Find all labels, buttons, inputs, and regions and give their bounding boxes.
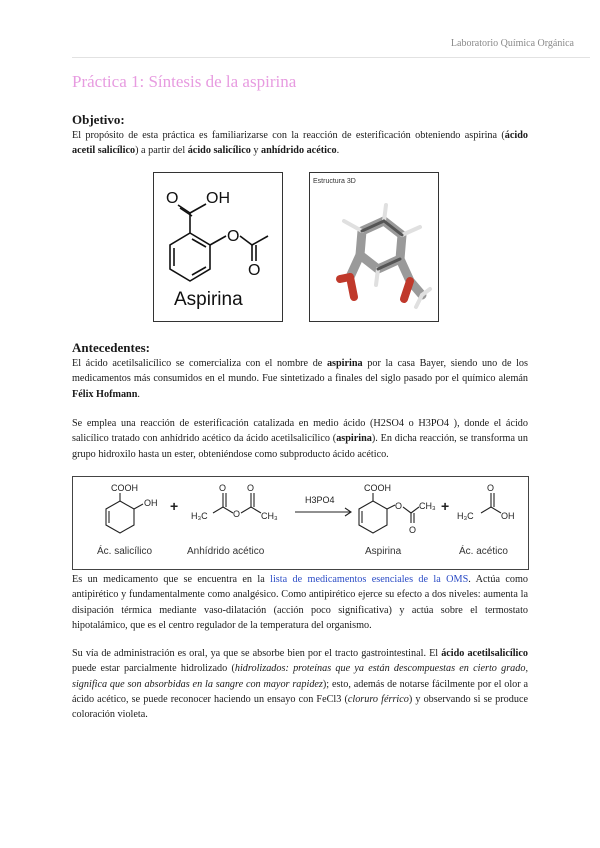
aspirin-label: Aspirina [174,289,243,310]
aspirin-2d-structure [154,173,282,321]
reactant-2-label: Anhídrido acético [187,546,265,557]
svg-text:O: O [219,483,227,493]
catalyst-label: H3PO4 [305,495,335,505]
svg-text:O: O [248,262,261,279]
plus-sign-2: + [441,498,450,514]
objetivo-paragraph: El propósito de esta práctica es familiarizarse con la reacción de esterificación obteniendo aspirina (ácido acetil salicílico) a partir del ácido salicílico y anhídrido acético. [72,130,528,157]
antecedentes-paragraph-1: El ácido acetilsalicílico se comercializa con el nombre de aspirina por la casa Bayer, siendo uno de los medicamentos más consumidos en el mundo. Fue sintetizado a finales del siglo pasado por el químico alemán Félix Hofmann. [72,358,528,400]
svg-text:OH: OH [206,190,230,207]
aspirin-3d-model [310,173,438,321]
page-title: Práctica 1: Síntesis de la aspirina [72,72,297,91]
svg-text:O: O [227,228,240,245]
svg-text:O: O [166,190,179,207]
header-divider [72,57,590,58]
svg-text:COOH: COOH [111,483,138,493]
aspirin-2d-figure [153,172,283,322]
oms-link[interactable]: lista de medicamentos esenciales de la OMS [270,574,469,585]
svg-text:O: O [409,525,417,535]
svg-text:H₃C: H₃C [457,511,474,521]
paragraph-4: Su vía de administración es oral, ya que se absorbe bien por el tracto gastrointestinal. El ácido acetilsalicílico puede estar parcialmente hidrolizado (hidrolizados: proteínas que ya están descompuestas en cierto grado, significa que son absorbidas en la sangre con mayor rapidez); esto, además de notarse fácilmente por el olor a ácido acético, se puede reconocer haciendo un ensayo con FeCl3 (cloruro férrico) y observando si se produce coloración violeta. [72,648,528,721]
figure-3d-caption: Estructura 3D [313,178,356,185]
objetivo-heading: Objetivo: [72,112,125,127]
svg-text:O: O [395,501,403,511]
svg-text:O: O [247,483,255,493]
running-header: Laboratorio Química Orgánica [450,38,574,49]
product-1-label: Aspirina [365,546,402,557]
aspirin-3d-figure [309,172,439,322]
svg-text:CH₃: CH₃ [419,501,436,511]
antecedentes-paragraph-2: Se emplea una reacción de esterificación catalizada en medio ácido (H2SO4 o H3PO4 ), donde el ácido salicílico tratado con anhídrido acético da ácido acetilsalicílico (aspirina). En dicha reacción, se transforma un grupo hidroxilo hasta un ester, obteniéndose como subproducto ácido acético. [72,418,528,460]
svg-text:CH₃: CH₃ [261,511,278,521]
paragraph-3: Es un medicamento que se encuentra en la lista de medicamentos esenciales de la OMS. Actúa como antipirético y fundamentalmente como analgésico. Como antipirético ejerce su efecto a dos niveles: aumenta la disipación térmica mediante vaso-dilatación (acción poco significativa) y actúa sobre el termostato hipotalámico, que es el centro regulador de la temperatura del organismo. [72,574,528,631]
reaction-scheme [72,476,529,570]
svg-text:O: O [233,509,241,519]
svg-text:OH: OH [144,498,158,508]
antecedentes-heading: Antecedentes: [72,340,150,355]
plus-sign-1: + [170,498,179,514]
svg-text:H₃C: H₃C [191,511,208,521]
svg-text:O: O [487,483,495,493]
product-2-label: Ác. acético [459,546,508,557]
svg-text:COOH: COOH [364,483,391,493]
reactant-1-label: Ác. salicílico [97,546,153,557]
svg-text:OH: OH [501,511,515,521]
reaction-scheme-drawing [73,477,528,569]
